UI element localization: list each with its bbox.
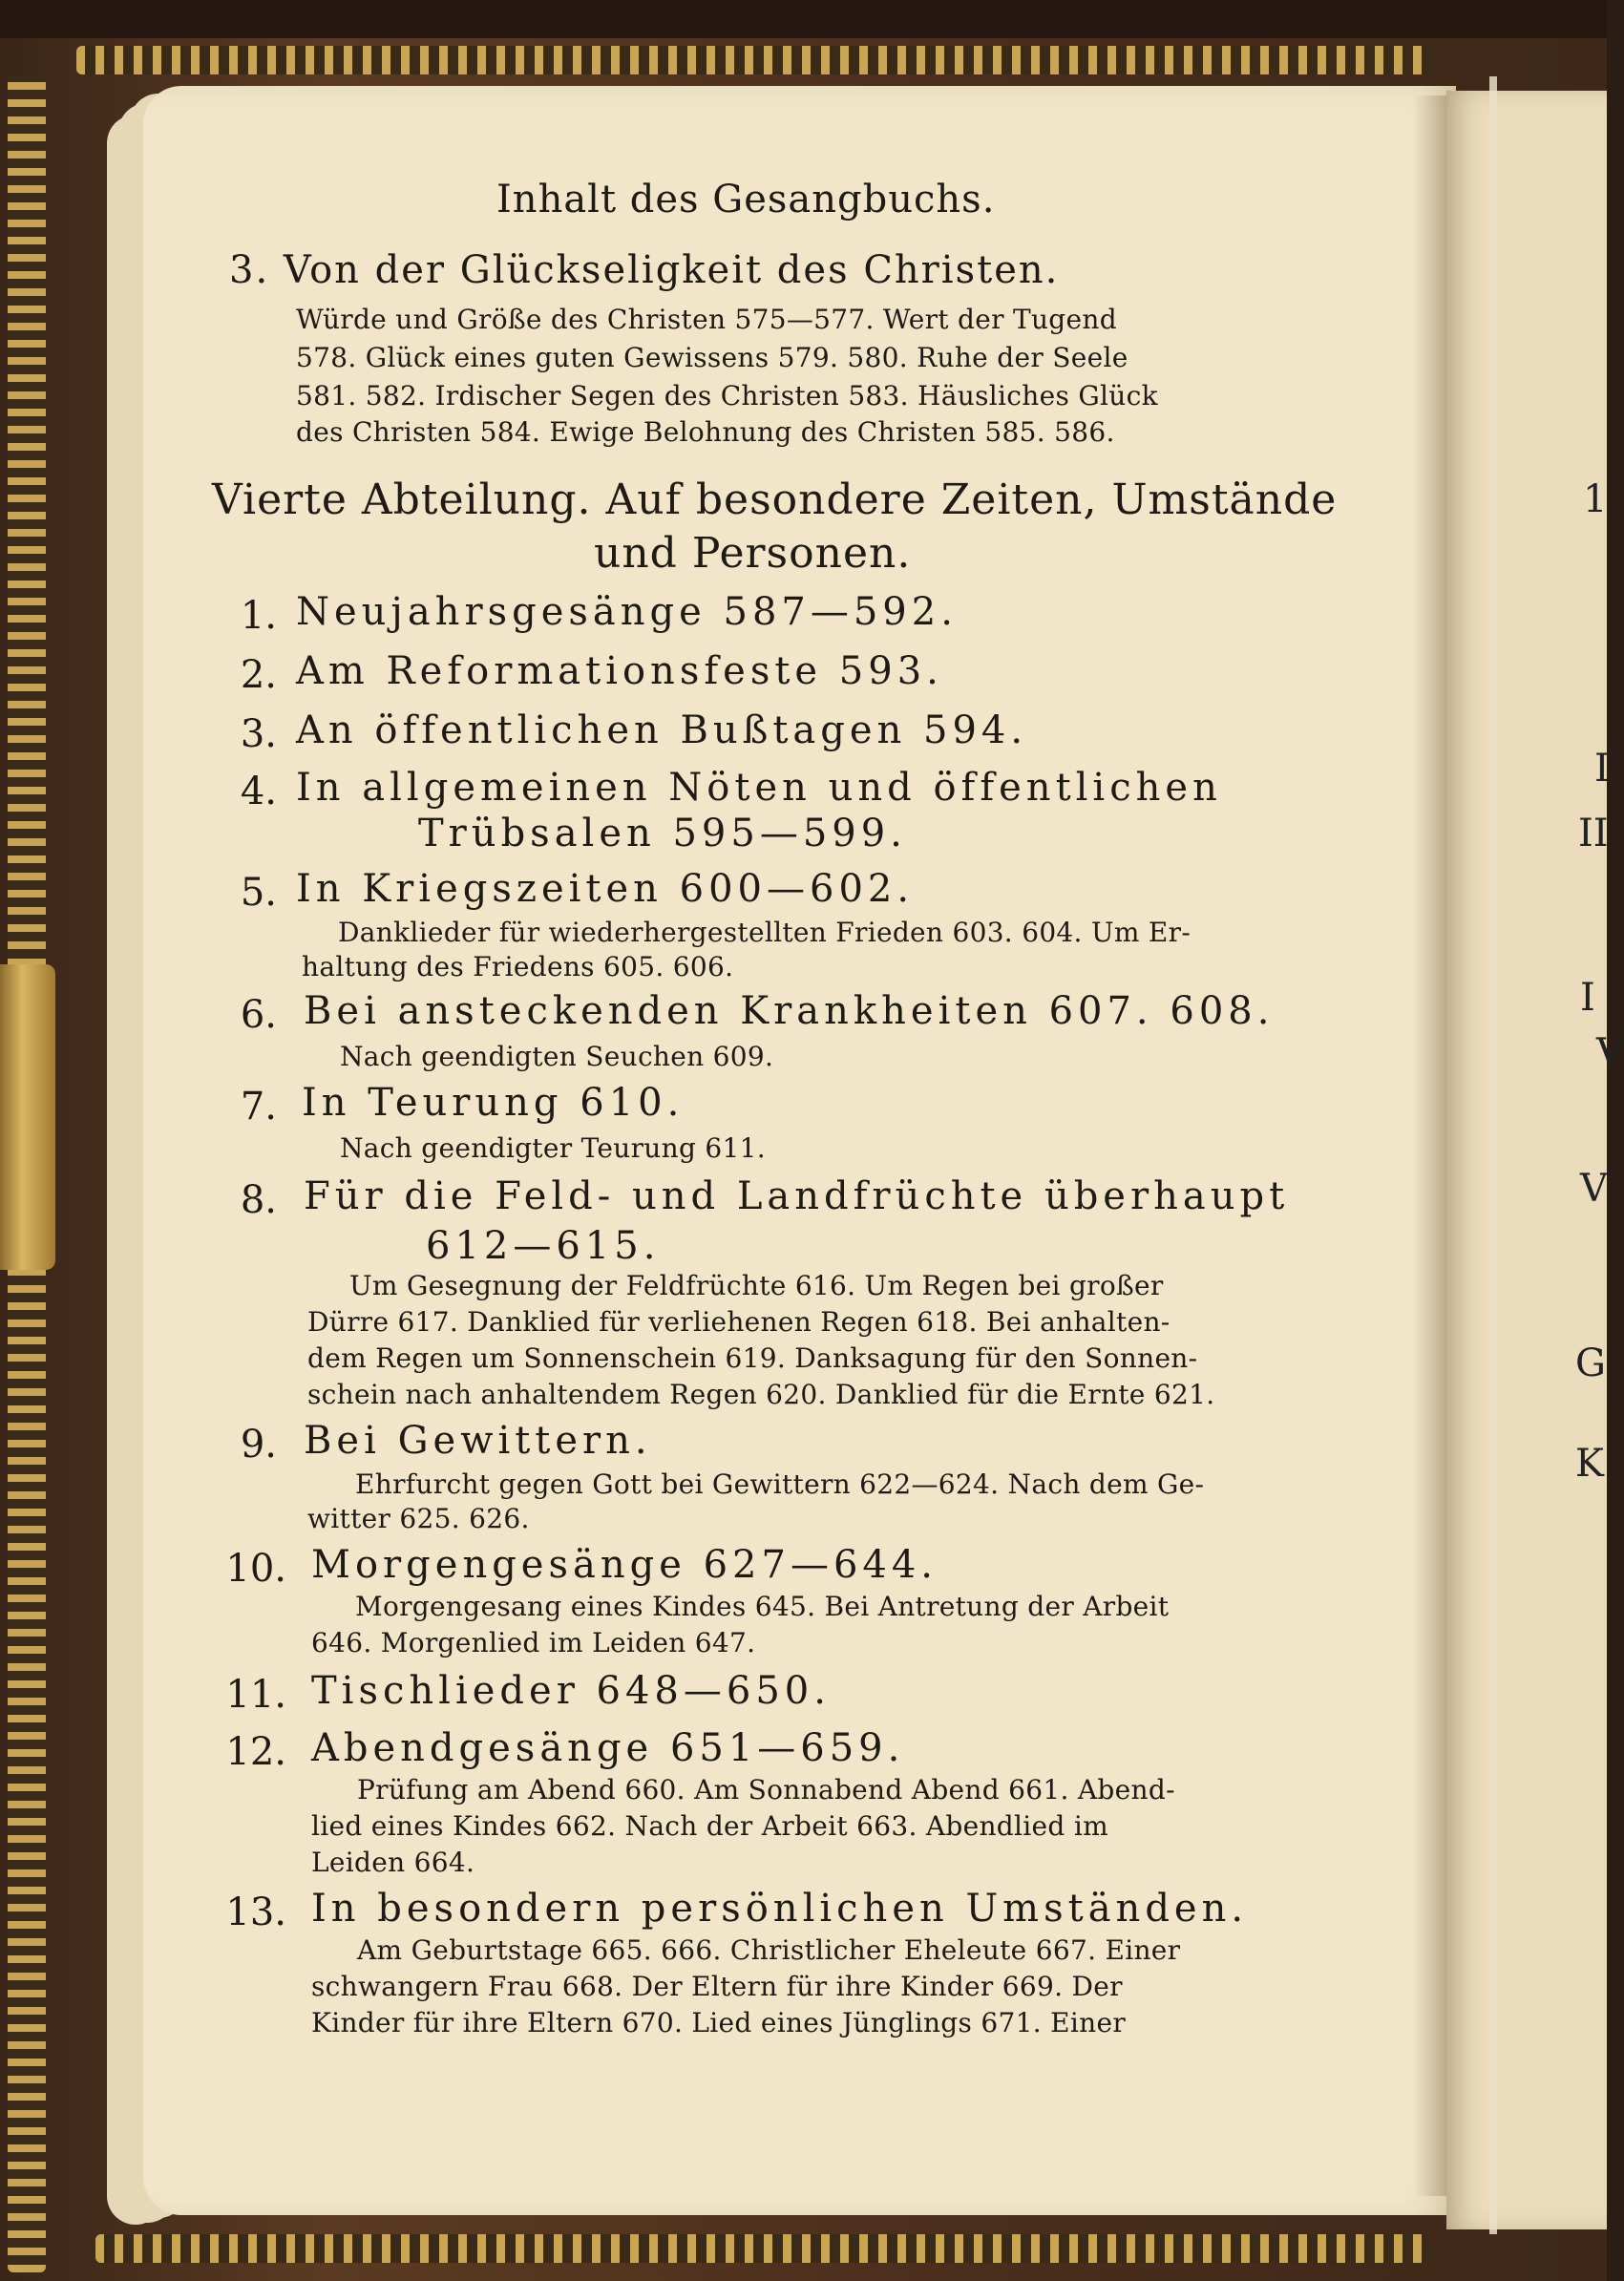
item-title: Am Reformationsfeste 593. (296, 649, 943, 693)
zipper-bottom (95, 2234, 1432, 2263)
item-number: 5. (240, 871, 277, 915)
item-subtext: Ehrfurcht gegen Gott bei Gewittern 622—624. Nach dem Ge- (355, 1468, 1205, 1500)
item-subtext: Kinder für ihre Eltern 670. Lied eines Jünglings 671. Einer (311, 2007, 1127, 2038)
running-head: Inhalt des Gesangbuchs. (496, 178, 996, 222)
item-title: Für die Feld- und Landfrüchte überhaupt (304, 1174, 1290, 1218)
item-number: 7. (240, 1085, 277, 1129)
section-text-line: 581. 582. Irdischer Segen des Christen 583. Häusliches Glück (296, 380, 1158, 412)
item-title: Bei Gewittern. (304, 1419, 652, 1463)
item-number: 10. (225, 1547, 286, 1591)
item-number: 2. (240, 653, 277, 697)
facing-page-letter: I (1580, 976, 1595, 1020)
brass-clasp (0, 964, 55, 1270)
item-subtext: 646. Morgenlied im Leiden 647. (311, 1627, 756, 1658)
item-number: 4. (240, 770, 277, 813)
item-number: 8. (240, 1178, 277, 1222)
item-subtext: Am Geburtstage 665. 666. Christlicher Eheleute 667. Einer (357, 1934, 1181, 1966)
facing-page-letter: 1 (1583, 477, 1608, 521)
item-number: 13. (225, 1890, 286, 1934)
item-subtext: Prüfung am Abend 660. Am Sonnabend Abend 661. Abend- (357, 1774, 1175, 1806)
item-subtext: schein nach anhaltendem Regen 620. Danklied für die Ernte 621. (307, 1379, 1215, 1410)
facing-page (1446, 91, 1607, 2229)
item-number: 3. (240, 712, 277, 756)
item-subtext: dem Regen um Sonnenschein 619. Danksagung für den Sonnen- (307, 1342, 1198, 1374)
item-subtext: lied eines Kindes 662. Nach der Arbeit 663. Abendlied im (311, 1810, 1108, 1842)
item-subtext: Dürre 617. Danklied für verliehenen Regen 618. Bei anhalten- (307, 1306, 1171, 1338)
item-subtext: haltung des Friedens 605. 606. (302, 951, 734, 982)
section-text-line: des Christen 584. Ewige Belohnung des Christen 585. 586. (296, 416, 1115, 448)
facing-page-letter: V (1596, 1031, 1624, 1075)
item-subtext: Nach geendigter Teurung 611. (340, 1132, 766, 1164)
bookmark-ribbon (1489, 76, 1497, 2234)
item-title: In Kriegszeiten 600—602. (296, 867, 915, 911)
item-title: In besondern persönlichen Umständen. (311, 1887, 1249, 1931)
facing-page-letter: G (1575, 1341, 1606, 1385)
item-number: 11. (225, 1673, 286, 1717)
section-text-line: Würde und Größe des Christen 575—577. Wert der Tugend (296, 304, 1117, 335)
item-subtext: schwangern Frau 668. Der Eltern für ihre Kinder 669. Der (311, 1971, 1123, 2002)
item-title: An öffentlichen Bußtagen 594. (296, 708, 1028, 752)
item-title-continued: 612—615. (426, 1224, 661, 1268)
zipper-top (76, 46, 1432, 74)
item-title: Bei ansteckenden Krankheiten 607. 608. (304, 989, 1275, 1033)
item-title: Morgengesänge 627—644. (311, 1543, 939, 1587)
item-number: 12. (225, 1730, 286, 1774)
facing-page-letter: V (1580, 1167, 1608, 1211)
item-title: Neujahrsgesänge 587—592. (296, 590, 958, 634)
section-heading: 3. Von der Glückseligkeit des Christen. (229, 248, 1060, 292)
item-title: Abendgesänge 651—659. (311, 1726, 905, 1770)
item-title-continued: Trübsalen 595—599. (418, 812, 907, 855)
facing-page-letter: K (1575, 1442, 1604, 1486)
item-subtext: Um Gesegnung der Feldfrüchte 616. Um Regen bei großer (349, 1270, 1164, 1301)
item-number: 9. (240, 1423, 277, 1467)
item-subtext: Nach geendigten Seuchen 609. (340, 1041, 774, 1072)
item-title: Tischlieder 648—650. (311, 1669, 831, 1713)
item-subtext: witter 625. 626. (307, 1503, 530, 1534)
facing-page-letter: I (1594, 747, 1610, 791)
item-subtext: Morgengesang eines Kindes 645. Bei Antretung der Arbeit (355, 1591, 1170, 1622)
item-number: 1. (240, 594, 277, 638)
item-subtext: Leiden 664. (311, 1847, 475, 1878)
item-title: In Teurung 610. (302, 1081, 685, 1125)
part-heading-continued: und Personen. (594, 529, 912, 578)
part-heading: Vierte Abteilung. Auf besondere Zeiten, Umstände (212, 475, 1338, 524)
item-title: In allgemeinen Nöten und öffentlichen (296, 766, 1222, 810)
item-subtext: Danklieder für wiederhergestellten Frieden 603. 604. Um Er- (338, 917, 1192, 948)
facing-page-letter: II (1578, 812, 1609, 855)
item-number: 6. (240, 993, 277, 1037)
section-text-line: 578. Glück eines guten Gewissens 579. 580. Ruhe der Seele (296, 342, 1128, 373)
